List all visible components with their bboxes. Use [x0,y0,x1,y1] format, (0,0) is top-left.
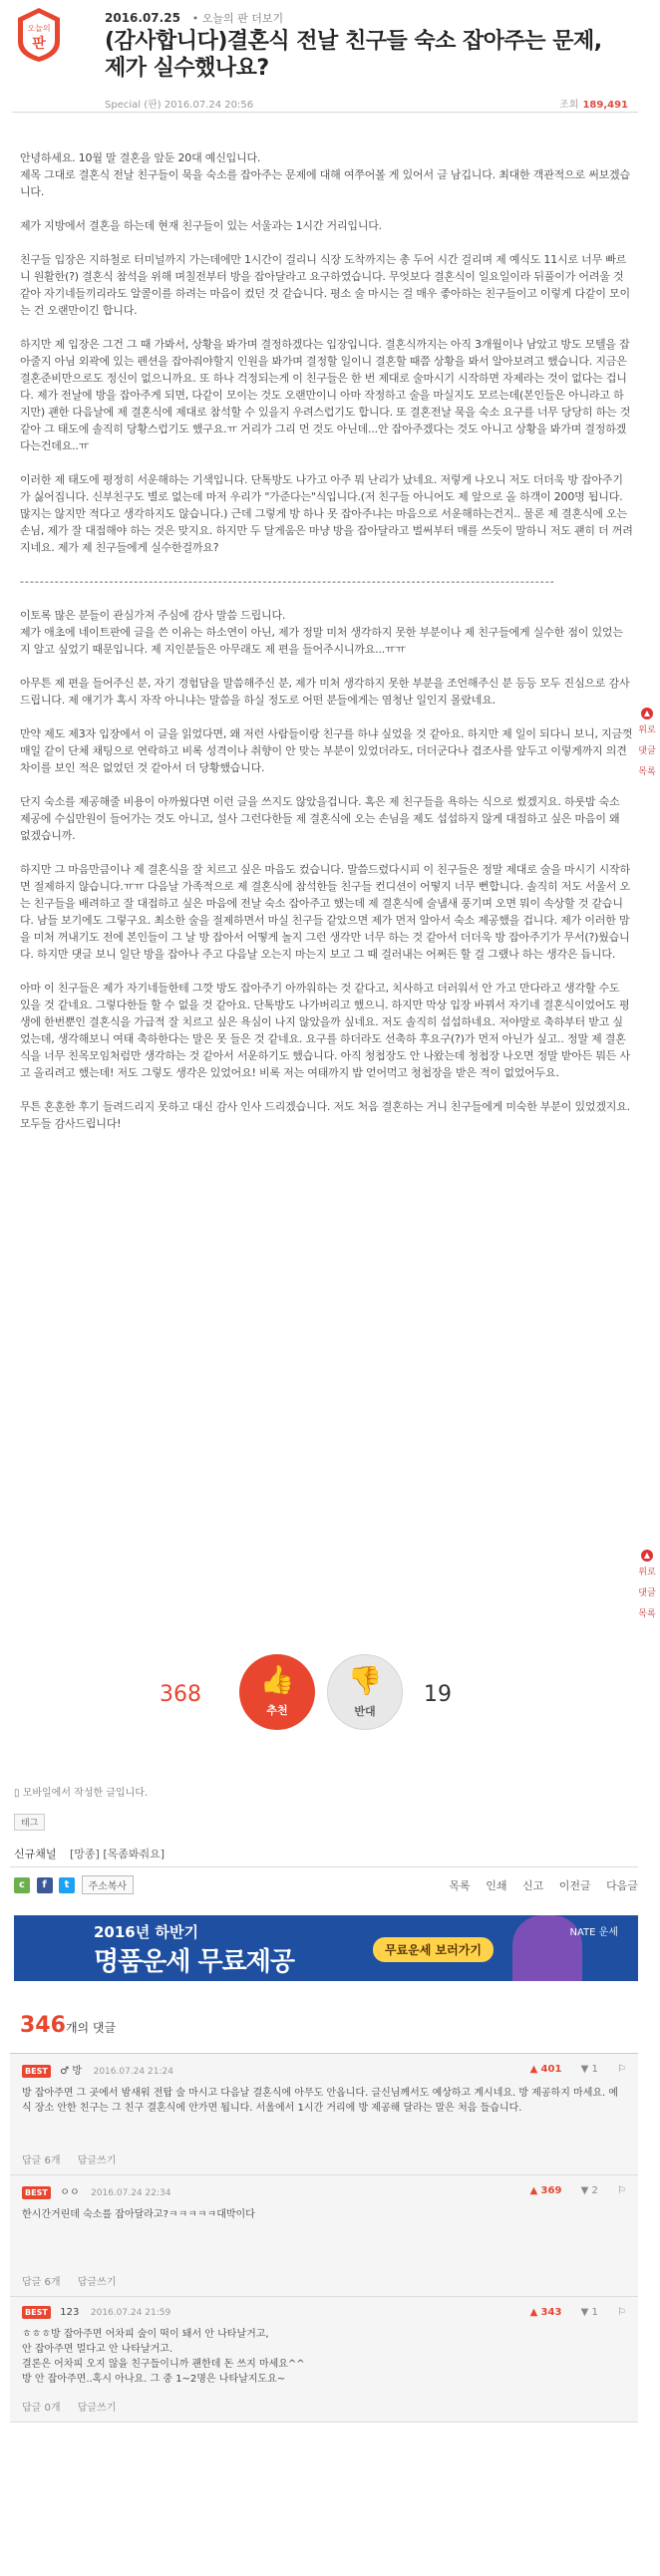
comment-upvote-button[interactable]: ▲ 343 [529,2307,562,2318]
write-reply-link[interactable]: 답글쓰기 [77,2277,117,2288]
comment-upvote-button[interactable]: ▲ 401 [529,2064,562,2075]
svg-text:판: 판 [32,36,46,52]
post-meta: Special (판) 2016.07.24 20:56 [105,100,254,111]
best-badge: BEST [22,2065,51,2078]
comment-report-icon[interactable]: ⚐ [617,2064,626,2075]
comment-nick: ♂ 방 [60,2066,83,2077]
side-nav-comments[interactable] [636,743,658,756]
thumbs-down-icon: 👎 [347,1664,383,1697]
comment-item [10,2175,638,2297]
side-nav-label: 위로 [638,725,656,735]
comment-text: 한시간거린데 숙소를 잡아달라고?ㅋㅋㅋㅋㅋ대박이다 [22,2209,255,2220]
view-count-label: 조회 [559,100,579,111]
report-button[interactable]: 신고 [521,1879,544,1892]
comment-nick: 123 [60,2307,80,2318]
comment-item [10,2297,638,2423]
vote-panel [150,1654,508,1744]
comment-downvote-button[interactable]: ▼ 2 [580,2185,598,2196]
write-reply-link[interactable]: 답글쓰기 [77,2403,117,2414]
post-header [10,6,628,111]
article-paragraph: 안녕하세요. 10월 말 결혼을 앞둔 20대 예신입니다. 제목 그대로 결혼식 전날 친구들이 묵을 숙소를 잡아주는 문제에 대해 여쭈어볼 게 있어서 글 남깁니다. 최대한 객관적으로 써보겠습니다. [20,151,630,198]
mobile-note-text: 모바일에서 작성한 글입니다. [22,1788,149,1799]
tag-label: 태그 [14,1814,45,1831]
upvote-label: 추천 [266,1704,288,1717]
comment-footer [22,2151,130,2166]
upvote-count: 368 [160,1682,201,1707]
comment-report-icon[interactable]: ⚐ [617,2307,626,2318]
comment-votes [530,2185,626,2196]
comment-upvote-button[interactable]: ▲ 369 [529,2185,562,2196]
side-nav-list[interactable] [636,764,658,777]
comment-count-suffix: 개의 댓글 [65,2021,117,2035]
comment-time: 2016.07.24 21:59 [90,2308,171,2318]
article-divider-line: ------------------------------------------------------------------------------------------------------------ [20,575,555,588]
comment-nick: ㅇㅇ [60,2187,80,2198]
reply-count-toggle[interactable]: 답글 0개 [22,2403,61,2414]
best-badge: BEST [22,2186,51,2199]
channel-row [14,1846,165,1861]
side-nav-top[interactable] [636,1550,658,1577]
prev-post-link[interactable]: 이전글 [558,1879,591,1892]
banner-brand: NATE 운세 [569,1927,618,1938]
comment-count [20,2013,116,2038]
downvote-button[interactable] [327,1654,403,1730]
banner-cta-button[interactable]: 무료운세 보러가기 [373,1937,494,1962]
comment-downvote-button[interactable]: ▼ 1 [580,2064,598,2075]
article-paragraph: 아마 이 친구들은 제가 자기네들한테 그깟 방도 잡아주기 아까워하는 것 같다고, 치사하고 더러워서 안 가고 만다라고 생각할 수도 있을 것 같네요. 그렇다한들 할 수 없을 것 같아요. 단톡방도 나가버리고 했으니. 하지만 막상 입장 바꿔서 자기네 결혼식이었어도 평생에 한번뿐인 결혼식을 가급적 잘 치르고 싶은 욕심이 나지 않았을까 싶네요. 저도 솔직히 섭섭하네요. 저야말로 축하부터 받고 싶었는데, 생각해보니 여태 축하한다는 말은 못 들은 것 같네요. 요구를 하더라도 선축하 후요구(?)가 먼저 아닌가 싶고.. 정말 제 결혼식을 너무 친목모임처럼만 생각하는 것 같아서 서운하기도 했습니다. 아직 청첩장도 안 나왔는데 청첩장 나오면 정말 받아든 뭐든 사고 올리려고 했는데! 저도 그렇도 생각은 있었어요! 비록 저는 여태까지 밥 얻어먹고 청첩장을 받은 적이 없었어두요. [20,982,630,1079]
floating-side-nav [636,708,658,785]
share-twitter-icon[interactable]: t [59,1877,75,1893]
banner-line2: 명품운세 무료제공 [94,1947,294,1977]
comment-list [10,2053,638,2423]
banner-line1: 2016년 하반기 [94,1923,198,1941]
share-facebook-icon[interactable]: f [37,1877,53,1893]
post-title: (감사합니다)결혼식 전날 친구들 숙소 잡아주는 문제, 제가 실수했나요? [105,29,602,81]
mobile-icon: ▯ [14,1788,20,1799]
article-paragraph: 친구들 입장은 지하철로 터미널까지 가는데에만 1시간이 걸리니 식장 도착까지는 총 두어 시간 걸리며 제 예식도 11시로 너무 빠르니 원활한(?) 결혼식 참석을 위해 며칠전부터 방을 잡아달라고 요구하였습니다. 무엇보다 결혼식이 일요일이라 뒤풀이가 어려울 것 같아 자기네들끼리라도 알콜이를 하려는 마음이 컸던 것 같습니다. 평소 술 마시는 걸 매우 좋아하는 친구들이고 이렇게 다같이 모이는 건 오랜만이긴 합니다. [20,253,630,317]
comment-downvote-button[interactable]: ▼ 1 [580,2307,598,2318]
side-nav-label: 댓글 [638,746,656,756]
reply-count-toggle[interactable]: 답글 6개 [22,2277,61,2288]
comment-votes [530,2307,626,2318]
today-pan-more-link[interactable]: • 오늘의 판 더보기 [191,12,284,25]
comment-report-icon[interactable]: ⚐ [617,2185,626,2196]
comment-footer [22,2273,130,2288]
article-paragraph: 하지만 제 입장은 그건 그 때 가봐서, 상황을 봐가며 결정하겠다는 입장입니다. 결혼식까지는 아직 3개월이나 남았고 방도 모텔을 잡아줄지 아님 외곽에 있는 펜션을 잡아줘야할지 인원을 봐가며 결정할 일이니 결혼할 때쯤 상황을 봐서 알아보려고 했습니다. 지금은 결혼준비만으로도 정신이 없으니까요. 또 하나 걱정되는게 이 친구들은 한 번 제대로 술마시기 시작하면 자제라는 것이 없다는 겁니다. 제가 전날에 방을 잡아주게 되면, 다같이 모이는 것도 오랜만이니 아마 작정하고 술을 마실지도 모르는데(본인들은 아니라고 하지만) 괜한 다음날에 제 결혼식에 제대로 참석할 수 있을지 우려스럽기도 합니다. 또 결혼전날 묵을 숙소 요구를 너무 당당히 하는 것 같아 그 태도에 솔직히 당황스럽기도 했구요.ㅠ 거리가 그리 먼 것도 아닌데...안 잡아주겠다는 것도 아니고 상황을 봐가며 결정하겠다는건데요..ㅠ [20,338,631,452]
side-nav-label: 댓글 [638,1588,656,1598]
footer-divider [10,1866,638,1867]
channel-label: 신규채널 [14,1848,57,1860]
view-count-value: 189,491 [582,100,628,111]
comment-item [10,2054,638,2175]
downvote-count: 19 [424,1682,452,1707]
article-paragraph: 이러한 제 태도에 평정히 서운해하는 기색입니다. 단톡방도 나가고 아주 뭐 난리가 났네요. 저렇게 나오니 저도 더더욱 방 잡아주기가 싫어집니다. 신부친구도 별로 없는데 마저 우리가 "가준다는"식입니다.(저 친구들 아니어도 제 앞으로 올 하객이 200명 됩니다. 많지는 않지만 적다고 생각하지도 않습니다.) 근데 그렇게 방 하나 못 잡아주냐는 마음으로 서운해하는건지.. 물론 제 결혼식에 오는 손님, 제가 잘 대접해야 하는 것은 맞지요. 하지만 두 달게움은 마냥 방을 잡아달라고 벌써부터 매를 쓰듯이 말하니 저도 괜히 더 꺼려지네요. 제가 제 친구들에게 실수한걸까요? [20,473,633,554]
arrow-up-icon: ▲ [641,708,653,719]
comment-text: 방 잡아주면 그 곳에서 밤새워 전탑 술 마시고 다음날 결혼식에 아무도 안옵니다. 글신님께서도 예상하고 계시네요. 방 제공하지 마세요. 예식 장소 안한 친구는 그 친구 결혼식에 안가면 됩니다. 서울에서 1시간 거리에 방 제공해 달라는 말은 처음 들습니다. [22,2088,619,2114]
post-date: 2016.07.25 [105,11,180,25]
header-divider [12,112,638,113]
comment-votes [530,2064,626,2075]
share-cyworld-icon[interactable]: c [14,1877,30,1893]
next-post-link[interactable]: 다음글 [606,1879,638,1892]
side-nav-comments[interactable] [636,1585,658,1598]
article-body [20,149,633,1149]
channel-links[interactable]: [망종] [목좀봐줘요] [70,1848,165,1860]
side-nav-label: 위로 [638,1568,656,1577]
post-tools [437,1877,638,1893]
best-badge: BEST [22,2306,51,2319]
arrow-up-icon: ▲ [641,1550,653,1562]
side-nav-label: 목록 [638,1609,656,1619]
floating-side-nav-2 [636,1550,658,1627]
ad-banner[interactable] [14,1915,638,1981]
print-button[interactable]: 인쇄 [486,1879,507,1892]
write-reply-link[interactable]: 답글쓰기 [77,2155,117,2166]
side-nav-list[interactable] [636,1606,658,1619]
side-nav-label: 목록 [638,767,656,777]
view-count [559,96,628,111]
mobile-written-note [14,1784,148,1799]
article-paragraph: 무튼 혼훈한 후기 들려드리지 못하고 대신 감사 인사 드리겠습니다. 저도 처음 결혼하는 거니 친구들에게 미숙한 부분이 있었겠지요. 모두들 감사드립니다! [20,1100,630,1130]
reply-count-toggle[interactable]: 답글 6개 [22,2155,61,2166]
upvote-button[interactable] [239,1654,315,1730]
copy-url-button[interactable]: 주소복사 [82,1875,135,1894]
article-paragraph: 만약 제도 제3자 입장에서 이 글을 읽었다면, 왜 저런 사람들이랑 친구를 하냐 싶었을 것 같아요. 하지만 제 일이 되다니 보니, 지금껏 매일 같이 단체 채팅으로 연락하고 비록 성격이나 취향이 안 맞는 부분이 있었더라도, 더더군다나 겹조사를 앞두고 이렇게까지 의견 차이를 보인 적은 없었던 것 같아서 더 당황했습니다. [20,727,633,774]
share-tool-row [14,1875,638,1897]
comment-footer [22,2399,130,2414]
downvote-label: 반대 [354,1705,376,1718]
side-nav-top[interactable] [636,708,658,735]
comment-time: 2016.07.24 22:34 [91,2188,171,2198]
today-pan-badge-icon [14,6,64,64]
comment-text: ㅎㅎㅎ방 잡아주면 어차피 술이 떡이 돼서 안 나타날거고, 안 잡아주면 멀다고 안 나타날거고. 결론은 어차피 오지 않을 친구들이니까 괜한데 돈 쓰지 마세요^^ 방 안 잡아주면..혹시 아나요. 그 중 1~2명은 나타날지도요~ [22,2329,305,2385]
article-paragraph: 아무튼 제 편을 들어주신 분, 자기 경험담을 말씀해주신 분, 제가 미처 생각하지 못한 부분을 조언해주신 분 등등 모두 진심으로 감사드립니다. 제 얘기가 혹시 자작 아니냐는 말씀을 하실 정도로 어떤 분들에게는 염청난 일인지 몰랐네요. [20,677,630,707]
svg-text:오늘의: 오늘의 [27,24,51,33]
article-paragraph: 이토록 많은 분들이 관심가져 주심에 감사 말씀 드립니다. 제가 애초에 네이트판에 글을 쓴 이유는 하소연이 아닌, 제가 정말 미처 생각하지 못한 부분이나 제 친구들에게 실수한 점이 있었는지 알고 싶었기 때문입니다. 제 지인분들은 아무래도 제 편을 들어주시니까요...ㅠㅠ [20,609,623,656]
post-date-line [105,10,283,26]
comment-count-number: 346 [20,2013,66,2038]
list-button[interactable]: 목록 [449,1879,471,1892]
article-paragraph: 단지 숙소를 제공해줄 비용이 아까웠다면 이런 글을 쓰지도 않았을겁니다. 혹은 제 친구들을 욕하는 식으로 썼겠지요. 하룻밤 숙소 제공에 수십만원이 들어가는 것도 아니고, 설사 그런다한들 제 결혼식에 오는 손님을 제도 섭섭하지 않게 대접하고 싶은 마음이 왜 없겠습니까. [20,795,620,842]
article-paragraph: 하지만 그 마음만큼이나 제 결혼식을 잘 치르고 싶은 마음도 컸습니다. 말씀드렸다시피 이 친구들은 정말 제대로 술을 마시기 시작하면 절제하지 않습니다.ㅠㅠ 다음날 가족적으로 제 결혼식에 참석한들 친구들 컨디션이 어떻지 너무 뻔합니다. 솔직히 저도 서울서 오는 친구들을 배려하고 잘 대접하고 싶은 마음에 전날 숙소 잡아주고 했는데 제 결혼식에 술냄새 풍기며 오면 뭐이 속상할 것 같습니다. 남들 보기에도 그렇구요. 최소한 술을 절제하면서 마실 친구들 같았으면 제가 먼저 알아서 숙소 제공했을 겁니다. 제가 이러한 맘을 미처 꺼내기도 전에 본인들이 그 날 방 잡아서 어떻게 놀지 그런 생각만 너무 하는 것 같아서 더더욱 방 잡아주기가 무서(?)웠습니다. 하지만 댓글 보니 일단 방을 잡아나 주고 다음날 오는지 마는지 보고 그 때 걸러내는 어쩌든 할 걸 그랬나 하는 생각은 듭니다. [20,863,630,961]
comment-time: 2016.07.24 21:24 [93,2067,173,2077]
article-paragraph: 제가 지방에서 결혼을 하는데 현재 친구들이 있는 서울과는 1시간 거리입니다. [20,219,382,232]
thumbs-up-icon: 👍 [259,1663,295,1696]
